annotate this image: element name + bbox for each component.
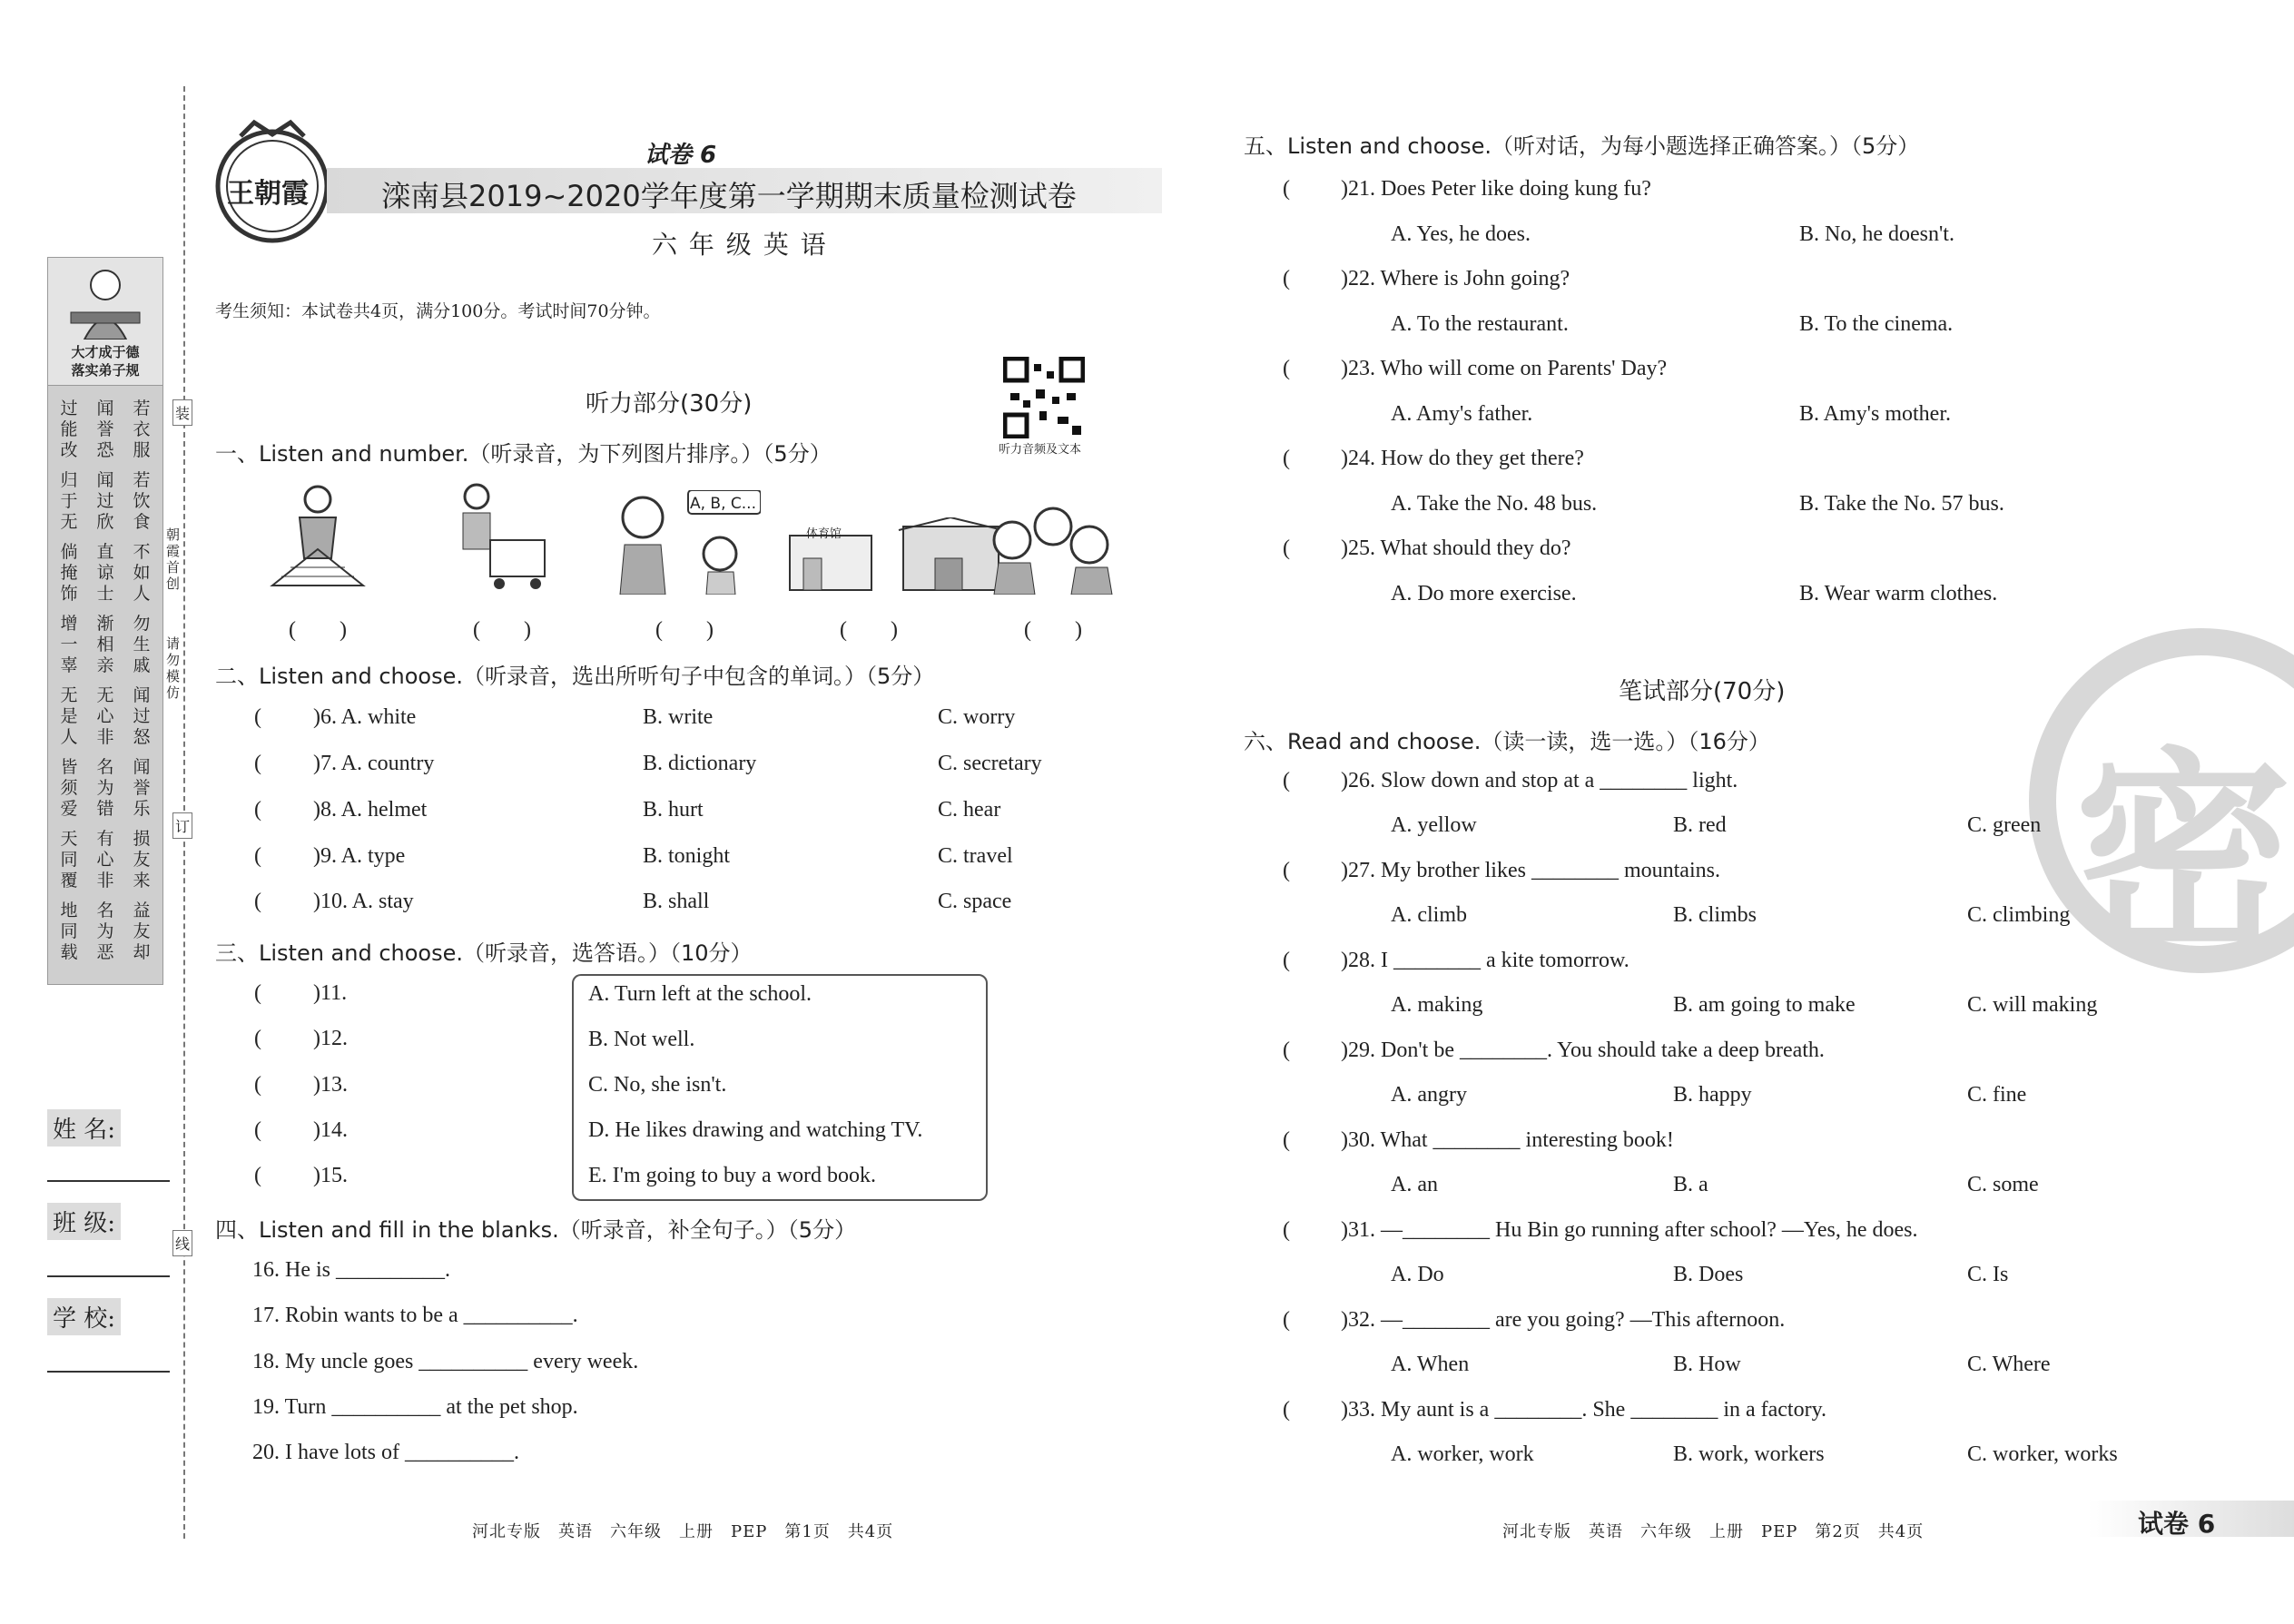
margin-warning: 请勿模仿: [166, 635, 181, 701]
option-32b[interactable]: B. How: [1673, 1353, 1741, 1376]
fill-blank-17[interactable]: 17. Robin wants to be a __________.: [252, 1304, 578, 1327]
answer-paren[interactable]: (: [1283, 949, 1290, 972]
answer-option-e[interactable]: E. I'm going to buy a word book.: [588, 1164, 876, 1187]
question-30: )30. What ________ interesting book!: [1341, 1128, 1674, 1152]
binding-mark-c: 线: [172, 1230, 192, 1256]
option-22b[interactable]: B. To the cinema.: [1799, 312, 1954, 336]
picture-5-blank[interactable]: ( ): [1024, 618, 1082, 642]
option-21a[interactable]: A. Yes, he does.: [1391, 222, 1531, 246]
option-24b[interactable]: B. Take the No. 57 bus.: [1799, 492, 2004, 516]
fill-blank-16[interactable]: 16. He is __________.: [252, 1258, 450, 1282]
option-31c[interactable]: C. Is: [1967, 1263, 2009, 1286]
sidebar-motto-2: 落实弟子规: [71, 362, 140, 379]
section4-title: 四、Listen and fill in the blanks.（听录音，补全句子。）（5分）: [215, 1217, 857, 1243]
picture-2-shopping-icon: [440, 477, 549, 595]
question-10: )10. A. stay: [313, 890, 414, 913]
exam-subtitle: 六 年 级 英 语: [652, 230, 828, 260]
picture-1-blank[interactable]: ( ): [289, 618, 347, 642]
exam-notice: 考生须知：本试卷共4页，满分100分。考试时间70分钟。: [215, 301, 661, 321]
option-10b[interactable]: B. shall: [643, 890, 710, 913]
sidebar-motto-box: [47, 257, 163, 985]
answer-paren[interactable]: (: [254, 1027, 261, 1050]
school-field[interactable]: [47, 1371, 170, 1373]
option-30a[interactable]: A. an: [1391, 1173, 1438, 1196]
option-30c[interactable]: C. some: [1967, 1173, 2039, 1196]
fill-blank-20[interactable]: 20. I have lots of __________.: [252, 1441, 519, 1464]
option-25b[interactable]: B. Wear warm clothes.: [1799, 582, 1998, 605]
option-30b[interactable]: B. a: [1673, 1173, 1708, 1196]
question-33: )33. My aunt is a ________. She ________ in a factory.: [1341, 1398, 1827, 1422]
question-27: )27. My brother likes ________ mountains.: [1341, 859, 1720, 882]
picture-1-fishing-icon: [263, 477, 372, 595]
name-field[interactable]: [47, 1180, 170, 1182]
question-14: )14.: [313, 1118, 348, 1142]
question-31: )31. —________ Hu Bin go running after school? —Yes, he does.: [1341, 1218, 1918, 1242]
fill-blank-18[interactable]: 18. My uncle goes __________ every week.: [252, 1350, 639, 1373]
section2-title: 二、Listen and choose.（听录音，选出所听句子中包含的单词。）（5分）: [215, 664, 935, 689]
answer-paren[interactable]: (: [1283, 357, 1290, 380]
verse-row: 无是人 无心非 闻过怒: [60, 685, 151, 747]
option-33a[interactable]: A. worker, work: [1391, 1442, 1534, 1466]
seal-stamp-char: 密: [2074, 729, 2293, 983]
scholar-icon: [48, 258, 162, 340]
section3-title: 三、Listen and choose.（听录音，选答语。）（10分）: [215, 940, 753, 966]
option-7b[interactable]: B. dictionary: [643, 752, 757, 775]
qr-caption: 听力音频及文本: [999, 443, 1082, 457]
answer-paren[interactable]: (: [1283, 177, 1290, 201]
sidebar-illustration: [48, 258, 162, 386]
answer-paren[interactable]: (: [1283, 1398, 1290, 1422]
option-26c[interactable]: C. green: [1967, 813, 2042, 837]
option-26b[interactable]: B. red: [1673, 813, 1727, 837]
picture-4-blank[interactable]: ( ): [840, 618, 898, 642]
answer-option-c[interactable]: C. No, she isn't.: [588, 1073, 727, 1097]
question-12: )12.: [313, 1027, 348, 1050]
option-33b[interactable]: B. work, workers: [1673, 1442, 1825, 1466]
option-29c[interactable]: C. fine: [1967, 1083, 2027, 1107]
answer-paren[interactable]: (: [1283, 536, 1290, 560]
question-24: )24. How do they get there?: [1341, 447, 1584, 470]
answer-paren[interactable]: (: [1283, 1308, 1290, 1332]
question-9: )9. A. type: [313, 844, 406, 868]
option-6c[interactable]: C. worry: [938, 705, 1016, 729]
sidebar-verses: [55, 399, 155, 963]
option-28a[interactable]: A. making: [1391, 993, 1483, 1017]
answer-paren[interactable]: (: [254, 798, 261, 822]
question-23: )23. Who will come on Parents' Day?: [1341, 357, 1668, 380]
option-28c[interactable]: C. will making: [1967, 993, 2098, 1017]
option-27c[interactable]: C. climbing: [1967, 903, 2071, 927]
option-6b[interactable]: B. write: [643, 705, 714, 729]
answer-paren[interactable]: (: [254, 890, 261, 913]
answer-paren[interactable]: (: [254, 981, 261, 1005]
section5-title: 五、Listen and choose.（听对话，为每小题选择正确答案。）（5分）: [1244, 133, 1920, 159]
binding-mark-a: 装: [172, 399, 192, 426]
answer-paren[interactable]: (: [1283, 859, 1290, 882]
question-22: )22. Where is John going?: [1341, 267, 1570, 290]
answer-option-d[interactable]: D. He likes drawing and watching TV.: [588, 1118, 923, 1142]
answer-paren[interactable]: (: [1283, 769, 1290, 792]
option-9c[interactable]: C. travel: [938, 844, 1013, 868]
verse-row: 皆须爱 名为错 闻誉乐: [60, 757, 151, 819]
binding-mark-b: 订: [172, 812, 192, 839]
picture-3-blank[interactable]: ( ): [655, 618, 714, 642]
writing-heading: 笔试部分(70分): [1619, 678, 1786, 705]
option-10c[interactable]: C. space: [938, 890, 1012, 913]
answer-paren[interactable]: (: [254, 752, 261, 775]
option-32c[interactable]: C. Where: [1967, 1353, 2051, 1376]
option-8b[interactable]: B. hurt: [643, 798, 704, 822]
answer-paren[interactable]: (: [1283, 1038, 1290, 1062]
class-label: 班 级:: [47, 1203, 121, 1240]
option-32a[interactable]: A. When: [1391, 1353, 1470, 1376]
school-label: 学 校:: [47, 1298, 121, 1335]
option-28b[interactable]: B. am going to make: [1673, 993, 1856, 1017]
question-21: )21. Does Peter like doing kung fu?: [1341, 177, 1651, 201]
answer-paren[interactable]: (: [1283, 1128, 1290, 1152]
picture-2-blank[interactable]: ( ): [473, 618, 531, 642]
margin-brand-note: 朝霞首创: [166, 527, 181, 592]
question-29: )29. Don't be ________. You should take a deep breath.: [1341, 1038, 1825, 1062]
answer-option-a[interactable]: A. Turn left at the school.: [588, 982, 812, 1006]
question-8: )8. A. helmet: [313, 798, 428, 822]
exam-title: 滦南县2019~2020学年度第一学期期末质量检测试卷: [381, 179, 1077, 213]
question-25: )25. What should they do?: [1341, 536, 1571, 560]
fill-blank-19[interactable]: 19. Turn __________ at the pet shop.: [252, 1395, 578, 1419]
option-25a[interactable]: A. Do more exercise.: [1391, 582, 1577, 605]
option-33c[interactable]: C. worker, works: [1967, 1442, 2118, 1466]
question-26: )26. Slow down and stop at a ________ light.: [1341, 769, 1738, 792]
listening-heading: 听力部分(30分): [586, 390, 753, 418]
option-31a[interactable]: A. Do: [1391, 1263, 1444, 1286]
footer-paper-tag: 试卷 6: [2138, 1509, 2216, 1539]
question-13: )13.: [313, 1073, 348, 1097]
question-32: )32. —________ are you going? —This afternoon.: [1341, 1308, 1786, 1332]
sidebar-motto-1: 大才成于德: [71, 344, 140, 360]
question-28: )28. I ________ a kite tomorrow.: [1341, 949, 1629, 972]
verse-row: 增一辜 渐相亲 勿生戚: [60, 614, 151, 675]
answer-option-b[interactable]: B. Not well.: [588, 1028, 695, 1051]
name-label: 姓 名:: [47, 1109, 121, 1147]
answer-paren[interactable]: (: [1283, 267, 1290, 290]
section6-title: 六、Read and choose.（读一读，选一选。）（16分）: [1244, 729, 1770, 754]
question-6: )6. A. white: [313, 705, 417, 729]
option-21b[interactable]: B. No, he doesn't.: [1799, 222, 1954, 246]
option-7c[interactable]: C. secretary: [938, 752, 1042, 775]
verse-row: 归于无 闻过欣 若饮食: [60, 470, 151, 532]
section1-title: 一、Listen and number.（听录音，为下列图片排序。）（5分）: [215, 441, 832, 467]
question-15: )15.: [313, 1164, 348, 1187]
option-26a[interactable]: A. yellow: [1391, 813, 1477, 837]
verse-row: 天同覆 有心非 损友来: [60, 829, 151, 891]
picture-4-sign: 体育馆: [806, 527, 842, 541]
answer-paren[interactable]: (: [254, 705, 261, 729]
paper-tag: 试卷 6: [645, 142, 717, 169]
footer-page-1: 河北专版 英语 六年级 上册 PEP 第1页 共4页: [472, 1522, 894, 1541]
question-11: )11.: [313, 981, 348, 1005]
option-27a[interactable]: A. climb: [1391, 903, 1467, 927]
option-27b[interactable]: B. climbs: [1673, 903, 1757, 927]
answer-paren[interactable]: (: [254, 1073, 261, 1097]
brand-logo-text: 王朝霞: [227, 178, 309, 210]
option-9b[interactable]: B. tonight: [643, 844, 731, 868]
answer-paren[interactable]: (: [254, 844, 261, 868]
verse-row: 地同载 名为恶 益友却: [60, 901, 151, 962]
answer-paren[interactable]: (: [1283, 447, 1290, 470]
answer-paren[interactable]: (: [1283, 1218, 1290, 1242]
option-8c[interactable]: C. hear: [938, 798, 1001, 822]
option-24a[interactable]: A. Take the No. 48 bus.: [1391, 492, 1598, 516]
verse-row: 倘掩饰 直谅士 不如人: [60, 542, 151, 604]
picture-5-friends-icon: [980, 495, 1117, 595]
verse-row: 过能改 闻誉恐 若衣服: [60, 399, 151, 460]
footer-page-2: 河北专版 英语 六年级 上册 PEP 第2页 共4页: [1502, 1522, 1925, 1541]
option-23a[interactable]: A. Amy's father.: [1391, 402, 1533, 426]
option-23b[interactable]: B. Amy's mother.: [1799, 402, 1952, 426]
answer-paren[interactable]: (: [254, 1118, 261, 1142]
option-29a[interactable]: A. angry: [1391, 1083, 1467, 1107]
answer-paren[interactable]: (: [254, 1164, 261, 1187]
class-field[interactable]: [47, 1275, 170, 1277]
option-22a[interactable]: A. To the restaurant.: [1391, 312, 1569, 336]
picture-3-label: A, B, C...: [690, 495, 756, 513]
qr-code-icon[interactable]: [1003, 357, 1085, 438]
option-29b[interactable]: B. happy: [1673, 1083, 1752, 1107]
question-7: )7. A. country: [313, 752, 435, 775]
option-31b[interactable]: B. Does: [1673, 1263, 1744, 1286]
